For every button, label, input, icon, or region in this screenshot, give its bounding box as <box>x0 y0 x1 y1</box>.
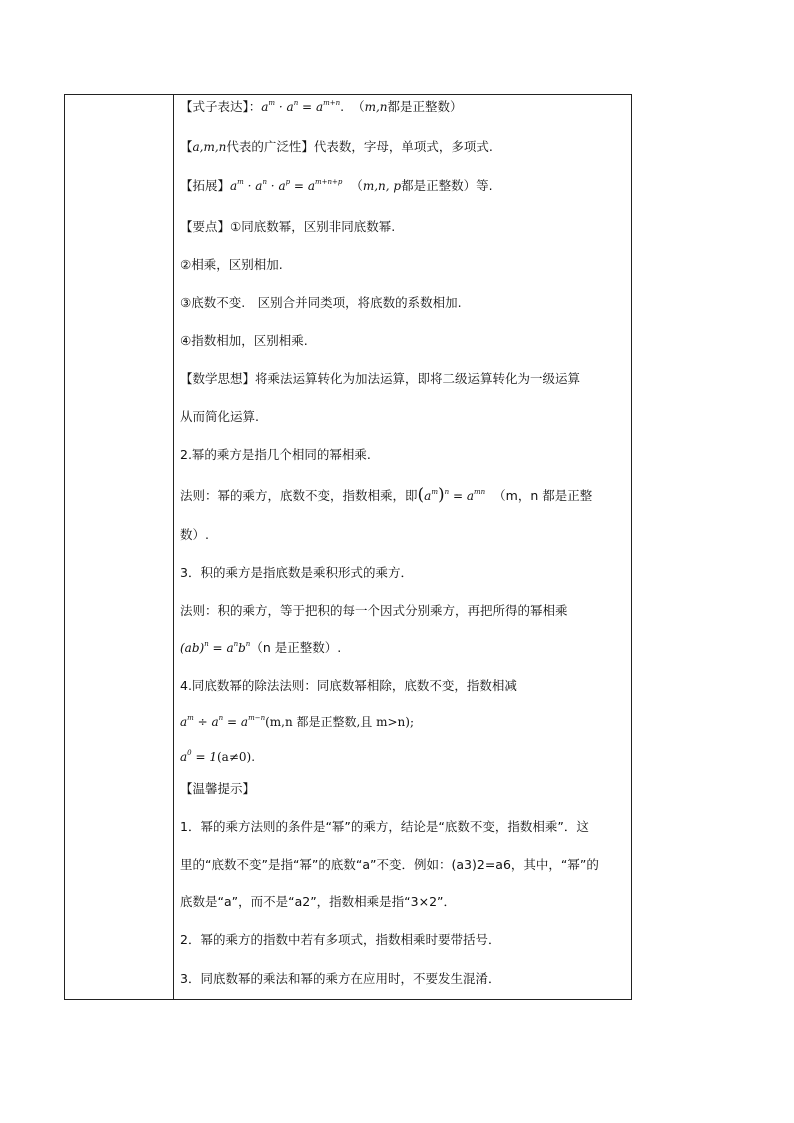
generality-line: 【a,m,n代表的广泛性】代表数，字母，单项式，多项式. <box>180 139 493 154</box>
formula: $a^m \div a^n = a^{m-n}$ <box>180 714 266 729</box>
division-formula: $a^m \div a^n = a^{m-n}(m,n$ 都是正整数,且 m>n); <box>180 714 415 729</box>
math-thinking-line-2: 从而简化运算. <box>180 409 259 424</box>
power-of-power-definition: 2.幂的乘方是指几个相同的幂相乘. <box>180 447 371 462</box>
product-power-rule: 法则：积的乘方，等于把积的每一个因式分别乘方，再把所得的幂相乘 <box>180 603 568 618</box>
tip-3: 3．同底数幂的乘法和幂的乘方在应用时，不要发生混淆． <box>180 971 501 986</box>
formula: $a^0 = 1$ <box>180 749 217 764</box>
formula: $a^m \cdot a^n = a^{m+n}$ <box>261 99 341 114</box>
product-power-definition: 3．积的乘方是指底数是乘积形式的乘方． <box>180 565 413 580</box>
math-thinking-line: 【数学思想】将乘法运算转化为加法运算，即将二级运算转化为一级运算 <box>180 371 581 386</box>
column-divider <box>173 95 174 999</box>
division-rule: 4.同底数幂的除法法则：同底数幂相除，底数不变，指数相减 <box>180 678 517 693</box>
formula: $(ab)^n = a^nb^n$ <box>180 640 251 655</box>
formula: $(a^m)^n = a^{mn}$ <box>417 485 486 505</box>
tip-1-line-2: 里的“底数不变”是指“幂”的底数“a”不变．例如：(a3)2=a6，其中，“幂”的 <box>180 857 599 872</box>
tip-1-line-1: 1．幂的乘方法则的条件是“幂”的乘方，结论是“底数不变，指数相乘”．这 <box>180 819 589 834</box>
key-point-4: ④指数相加，区别相乘. <box>180 333 308 348</box>
key-point-3: ③底数不变. 区别合并同类项，将底数的系数相加. <box>180 295 462 310</box>
extension-line: 【拓展】$a^m \cdot a^n \cdot a^p = a^{m+n+p}$ （m,n, p都是正整数）等. <box>180 178 493 193</box>
tip-2: 2．幂的乘方的指数中若有多项式，指数相乘时要带括号． <box>180 932 501 947</box>
power-of-power-rule: 法则：幂的乘方，底数不变，指数相乘，即$(a^m)^n = a^{mn}$ （m，n 都是正整 <box>180 485 593 505</box>
power-of-power-rule-2: 数）. <box>180 527 209 542</box>
formula: $a^m \cdot a^n \cdot a^p = a^{m+n+p}$ <box>230 178 343 193</box>
key-point-2: ②相乘，区别相加. <box>180 257 283 272</box>
tips-heading: 【温馨提示】 <box>180 781 256 796</box>
tip-1-line-3: 底数是“a”，而不是“a2”，指数相乘是指“3×2”． <box>180 894 457 909</box>
product-power-formula: $(ab)^n = a^nb^n(n$ 是正整数）. <box>180 640 342 655</box>
formula-expression-line: 【式子表达】：$a^m \cdot a^n = a^{m+n}$. （m,n都是正整数） <box>180 99 463 114</box>
label: 【式子表达】： <box>180 99 262 114</box>
zero-exponent-formula: $a^0 = 1(a\ne 0)$. <box>180 749 256 764</box>
key-point-1: 【要点】①同底数幂，区别非同底数幂. <box>180 219 396 234</box>
